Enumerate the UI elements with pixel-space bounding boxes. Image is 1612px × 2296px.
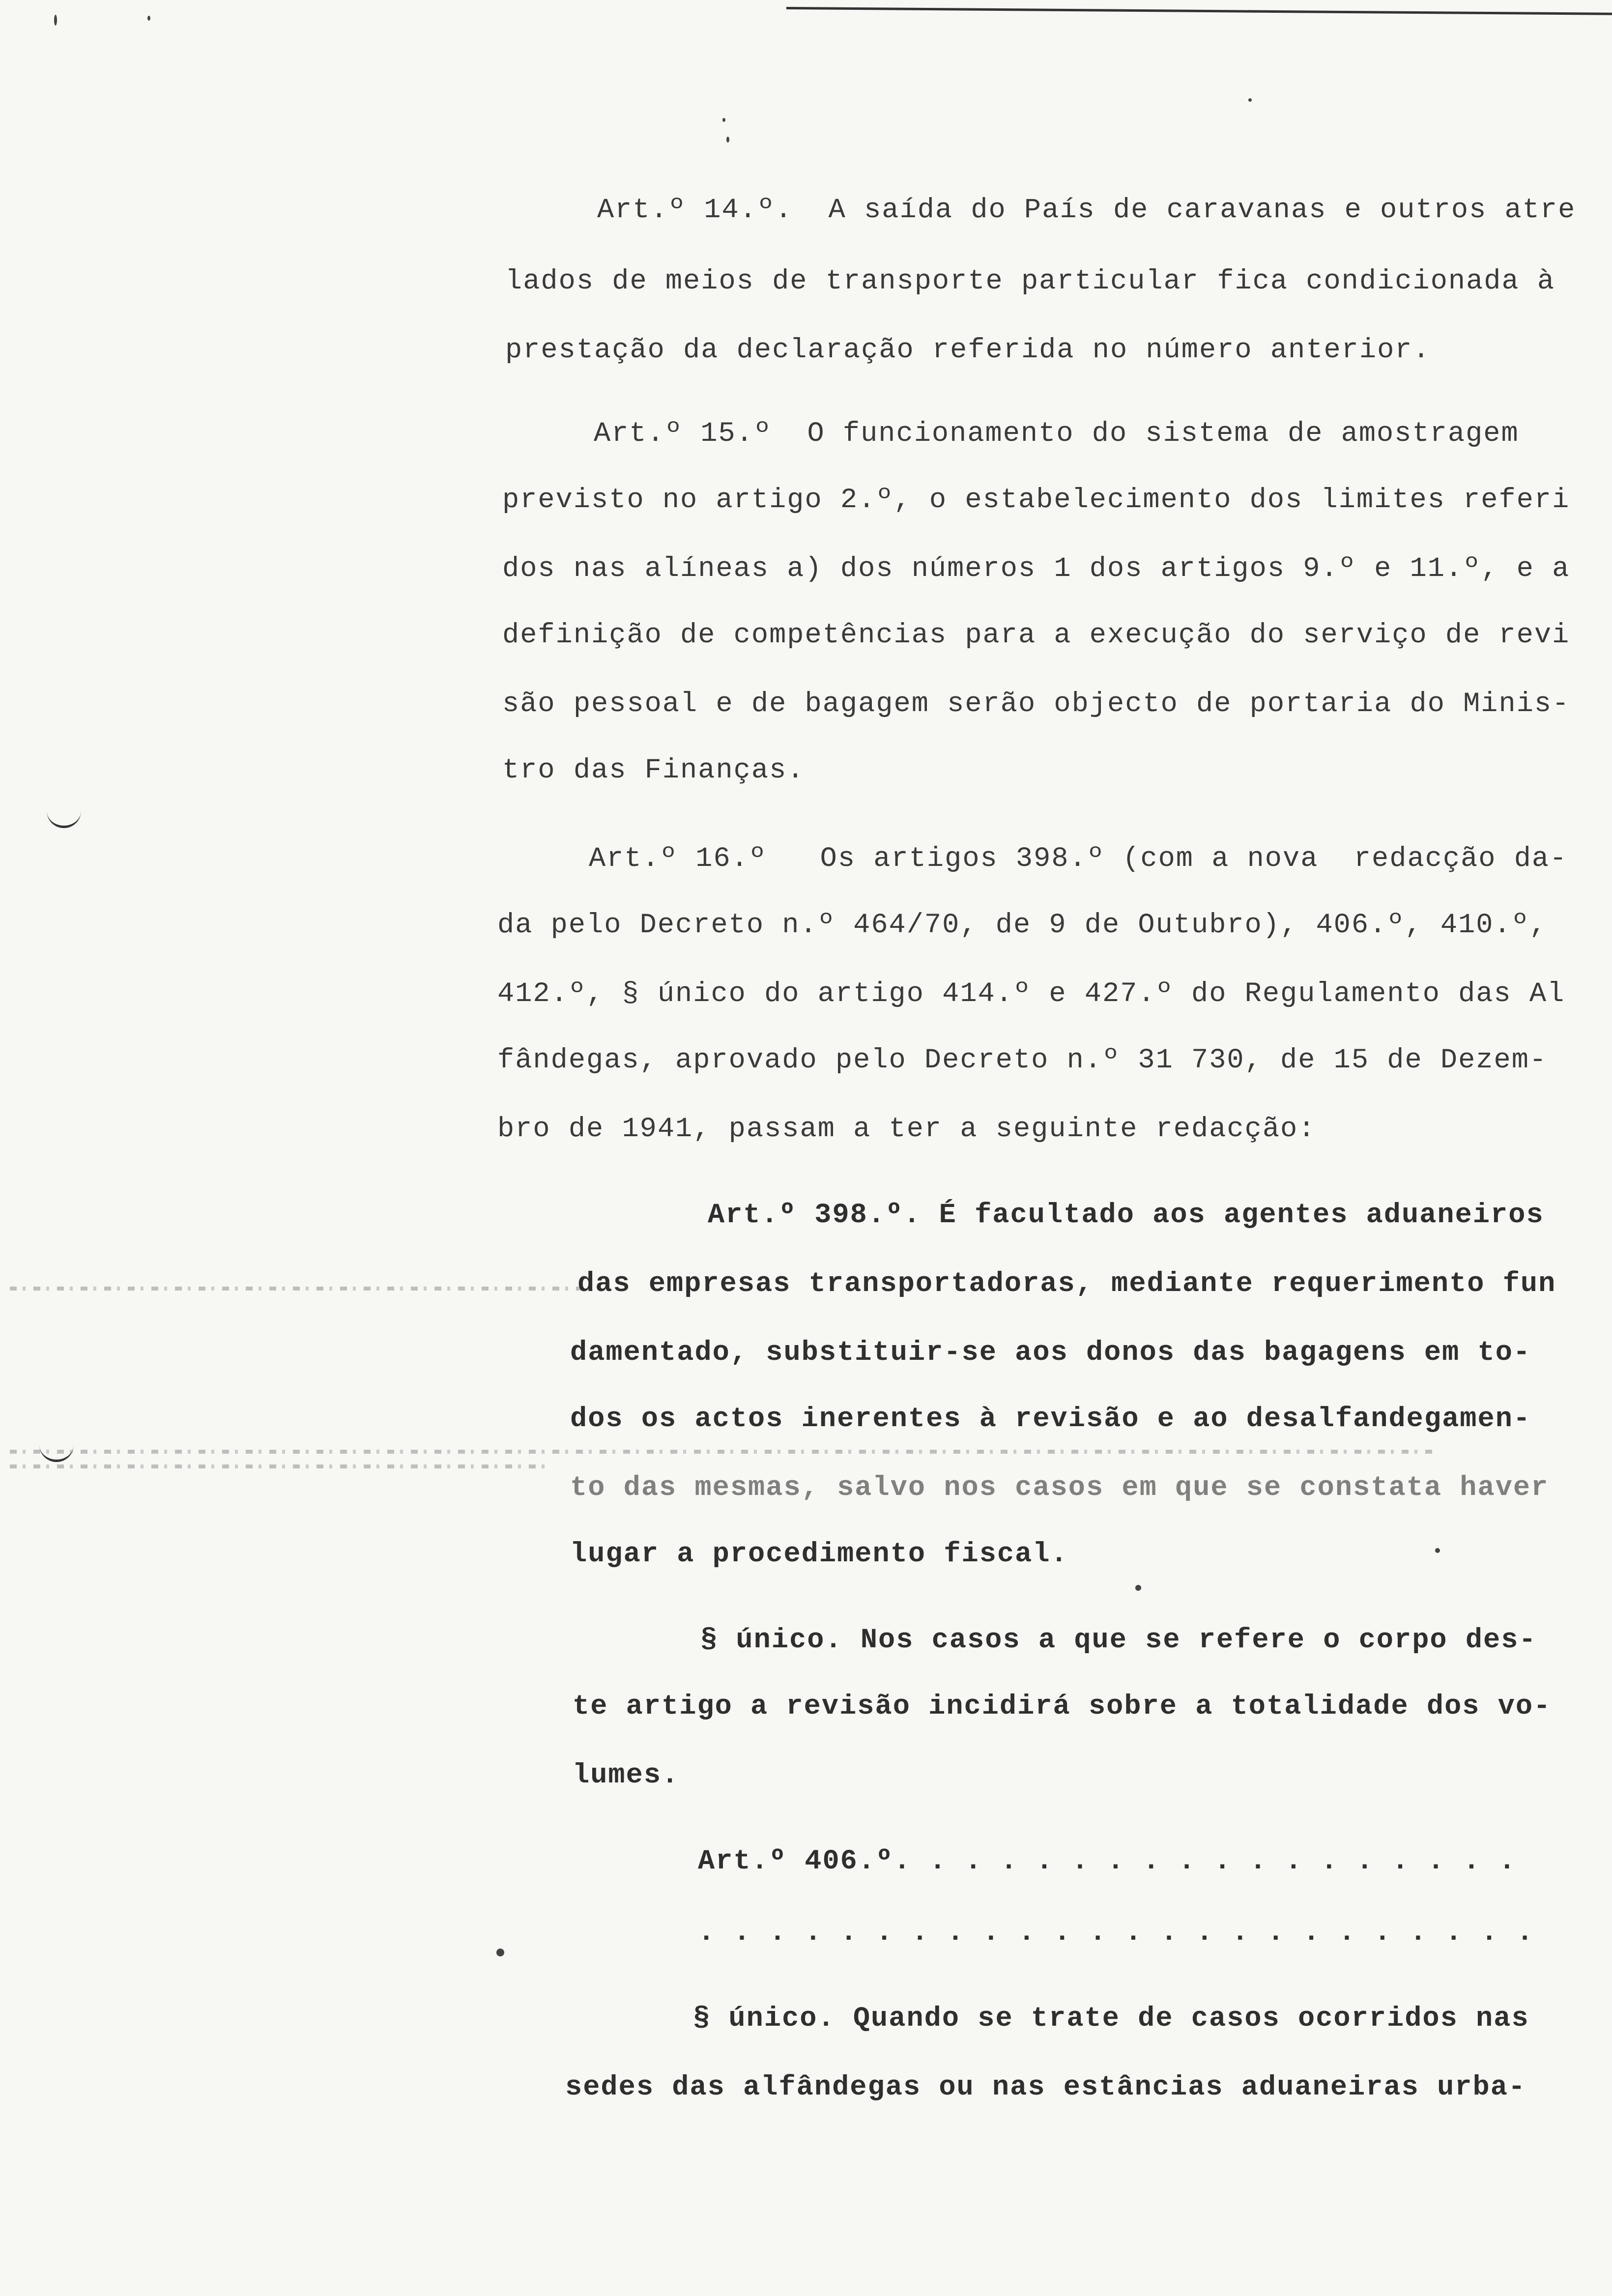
doc-line: 412.º, § único do artigo 414.º e 427.º do Regulamento das Al [497,978,1565,1010]
scan-speck [1135,1585,1141,1591]
doc-line: lugar a procedimento fiscal. [570,1539,1068,1570]
scan-speck [1435,1548,1440,1553]
doc-line: . . . . . . . . . . . . . . . . . . . . . . . . [698,1917,1534,1949]
doc-line: previsto no artigo 2.º, o estabelecimento dos limites referi [502,485,1570,516]
scan-speck [722,118,725,122]
doc-line: Art.º 14.º. A saída do País de caravanas e outros atre [597,195,1576,226]
doc-line: da pelo Decreto n.º 464/70, de 9 de Outubro), 406.º, 410.º, [497,910,1548,941]
scan-arc [47,806,81,828]
doc-line: Art.º 16.º Os artigos 398.º (com a nova redacção da- [589,843,1568,875]
doc-line: das empresas transportadoras, mediante requerimento fun [577,1268,1556,1300]
doc-line: te artigo a revisão incidirá sobre a totalidade dos vo- [573,1691,1552,1722]
scan-speck [1248,98,1252,102]
scan-noise [10,1287,590,1291]
top-rule [786,7,1612,15]
doc-line: dos os actos inerentes à revisão e ao desalfandegamen- [570,1404,1531,1435]
doc-line: fândegas, aprovado pelo Decreto n.º 31 730, de 15 de Dezem- [497,1045,1548,1076]
doc-line: Art.º 398.º. É facultado aos agentes aduaneiros [708,1200,1544,1231]
doc-line: dos nas alíneas a) dos números 1 dos artigos 9.º e 11.º, e a [502,553,1570,585]
scan-speck [726,137,729,143]
doc-line: lados de meios de transporte particular fica condicionada à [505,266,1555,297]
scan-speck [54,15,57,26]
doc-line: prestação da declaração referida no número anterior. [505,335,1431,366]
scan-noise [10,1464,550,1468]
doc-line: Art.º 15.º O funcionamento do sistema de amostragem [594,418,1519,450]
doc-line: § único. Quando se trate de casos ocorridos nas [693,2003,1529,2035]
doc-line: são pessoal e de bagagem serão objecto de portaria do Minis- [502,689,1570,720]
doc-line: damentado, substituir-se aos donos das bagagens em to- [570,1337,1531,1369]
doc-line: lumes. [573,1760,680,1791]
doc-line: sedes das alfândegas ou nas estâncias aduaneiras urba- [565,2072,1526,2103]
doc-line: Art.º 406.º. . . . . . . . . . . . . . . . . . [698,1846,1517,1877]
scan-speck [147,16,150,21]
scan-speck [496,1949,504,1956]
doc-line: definição de competências para a execução do serviço de revi [502,620,1570,651]
scan-noise [10,1450,1435,1454]
doc-line: to das mesmas, salvo nos casos em que se constata haver [570,1472,1549,1504]
doc-line: bro de 1941, passam a ter a seguinte redacção: [497,1114,1316,1145]
doc-line: tro das Finanças. [502,755,805,786]
doc-line: § único. Nos casos a que se refere o corpo des- [700,1625,1537,1656]
